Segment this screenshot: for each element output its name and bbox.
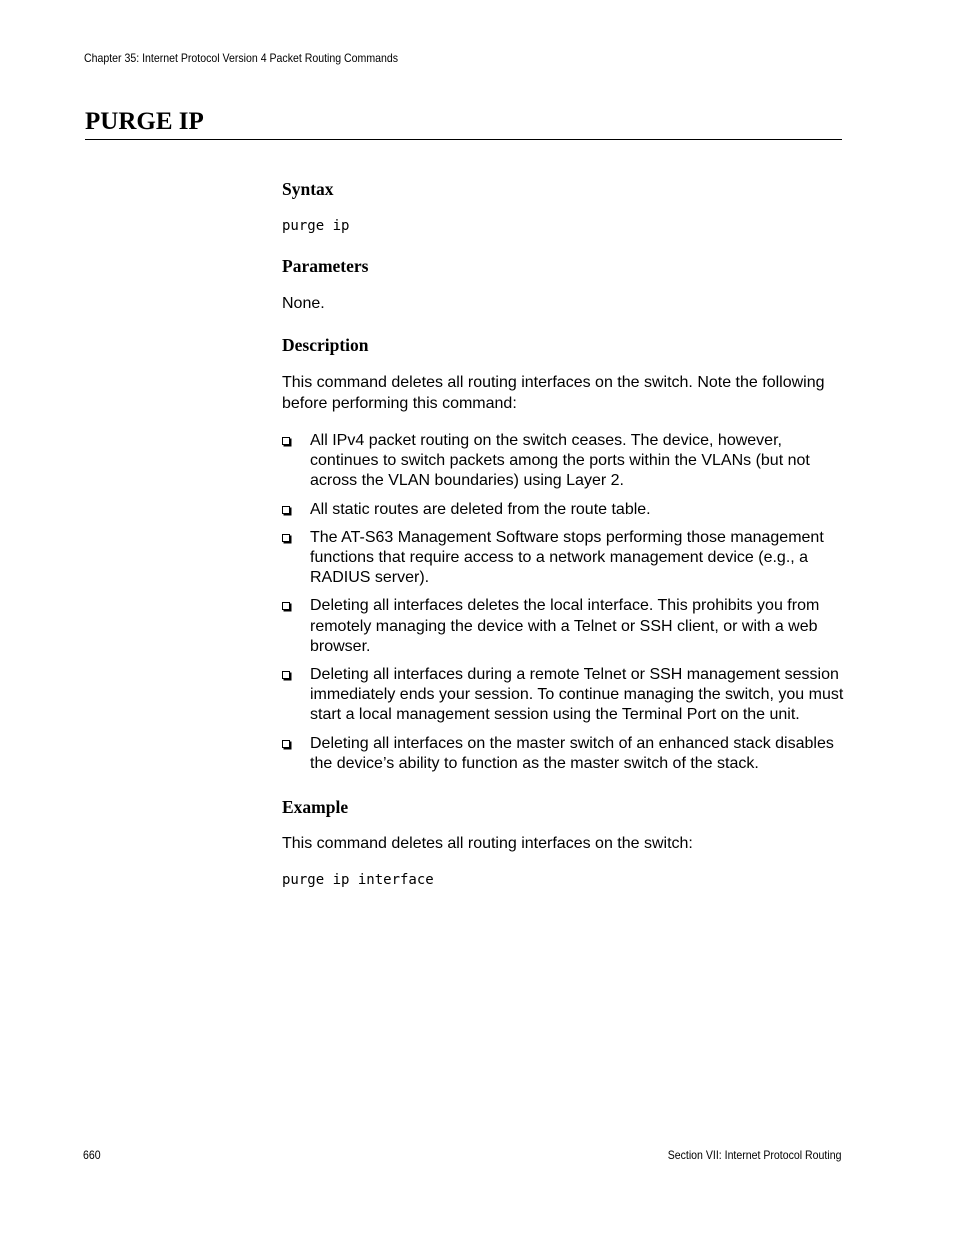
list-item-text: All static routes are deleted from the route table.: [310, 500, 651, 518]
main-content: [282, 178, 844, 890]
box-bullet-icon: [282, 740, 290, 748]
title-rule: [85, 139, 842, 140]
page-number: 660: [83, 1148, 101, 1162]
list-item: [282, 500, 844, 520]
list-item: [282, 528, 844, 589]
list-item: [282, 596, 844, 657]
example-text: This command deletes all routing interfaces on the switch:: [282, 834, 693, 852]
section-footer: Section VII: Internet Protocol Routing: [667, 1148, 841, 1162]
box-bullet-icon: [282, 671, 290, 679]
list-item: [282, 665, 844, 726]
description-heading: Description: [282, 335, 369, 356]
page-title: PURGE IP: [85, 108, 204, 135]
example-heading: Example: [282, 796, 349, 817]
description-bullets: [282, 431, 844, 774]
list-item-text: Deleting all interfaces deletes the local interface. This prohibits you from remotely managing the device with a Telnet or SSH client, or with a web browser.: [310, 597, 820, 655]
list-item-text: Deleting all interfaces on the master switch of an enhanced stack disables the device’s ability to function as the master switch of the stack.: [310, 734, 834, 772]
description-intro: This command deletes all routing interfaces on the switch. Note the following before performing this command:: [282, 374, 825, 412]
list-item: [282, 734, 844, 774]
list-item-text: All IPv4 packet routing on the switch ceases. The device, however, continues to switch packets among the ports within the VLANs (but not across the VLAN boundaries) using Layer 2.: [310, 431, 810, 490]
parameters-heading: Parameters: [282, 256, 369, 276]
box-bullet-icon: [282, 602, 290, 610]
parameters-text: None.: [282, 295, 325, 312]
list-item-text: Deleting all interfaces during a remote Telnet or SSH management session immediately ends your session. To continue managing the switch, you must start a local management session using the Terminal Port on the unit.: [310, 665, 844, 724]
list-item-text: The AT-S63 Management Software stops performing those management functions that require access to a network management device (e.g., a RADIUS server).: [310, 528, 824, 587]
syntax-code: purge ip: [282, 218, 350, 234]
list-item: [282, 431, 844, 492]
box-bullet-icon: [282, 534, 290, 542]
box-bullet-icon: [282, 506, 290, 514]
box-bullet-icon: [282, 437, 290, 445]
chapter-header: Chapter 35: Internet Protocol Version 4 Packet Routing Commands: [84, 51, 399, 65]
syntax-heading: Syntax: [282, 179, 334, 199]
example-code: purge ip interface: [282, 872, 434, 889]
